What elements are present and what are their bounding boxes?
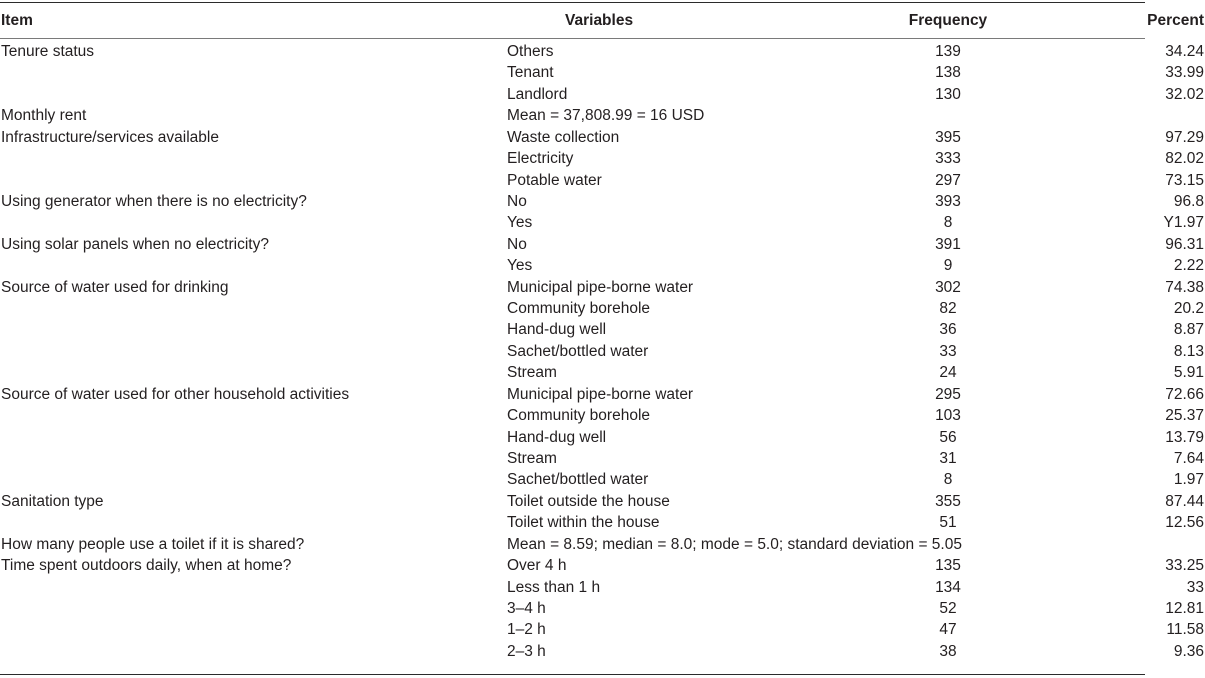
- cell-item: [0, 341, 507, 362]
- cell-item: [0, 512, 507, 533]
- cell-item: Time spent outdoors daily, when at home?: [1, 557, 292, 575]
- cell-frequency: 8: [943, 471, 953, 489]
- cell-percent: 1.97: [1173, 471, 1204, 489]
- cell-variable: No: [507, 235, 527, 253]
- cell-item: [0, 448, 507, 469]
- table-row: [0, 491, 1205, 512]
- cell-variable: Sachet/bottled water: [507, 342, 649, 360]
- cell-frequency: 82: [939, 300, 957, 318]
- table-row: [0, 577, 1205, 598]
- cell-variable: No: [507, 192, 527, 210]
- cell-variable: Toilet outside the house: [507, 492, 670, 510]
- header-item: Item: [1, 11, 33, 29]
- cell-item: [0, 641, 507, 662]
- cell-frequency: 8: [943, 214, 953, 232]
- cell-percent: 87.44: [1165, 492, 1204, 510]
- cell-frequency: 333: [935, 150, 961, 168]
- table-row: [0, 277, 1205, 298]
- cell-item: [0, 469, 507, 490]
- cell-item: [0, 62, 507, 83]
- cell-percent: 7.64: [1173, 450, 1204, 468]
- cell-item: Using generator when there is no electricity?: [1, 192, 307, 210]
- cell-variable: Mean = 8.59; median = 8.0; mode = 5.0; standard deviation = 5.05: [507, 535, 962, 553]
- cell-frequency: 393: [935, 192, 961, 210]
- cell-frequency: 31: [939, 450, 957, 468]
- cell-variable: 3–4 h: [507, 599, 546, 617]
- cell-variable: Toilet within the house: [507, 514, 660, 532]
- cell-item: Source of water used for drinking: [1, 278, 229, 296]
- cell-item: [0, 84, 507, 105]
- cell-variable: Municipal pipe-borne water: [507, 278, 694, 296]
- cell-percent: 12.56: [1165, 514, 1204, 532]
- cell-frequency: 139: [935, 43, 961, 60]
- table-row: [0, 127, 1205, 148]
- cell-variable: Potable water: [507, 171, 602, 189]
- cell-frequency: 51: [939, 514, 957, 532]
- table-row: [0, 448, 1205, 469]
- table-row: [0, 62, 1205, 83]
- cell-percent: 20.2: [1173, 300, 1204, 318]
- cell-percent: 5.91: [1173, 364, 1204, 382]
- cell-item: [0, 148, 507, 169]
- table-row: [0, 84, 1205, 105]
- cell-percent: 12.81: [1165, 599, 1204, 617]
- header-row: [0, 3, 1205, 38]
- cell-variable: Less than 1 h: [507, 578, 601, 596]
- cell-item: Sanitation type: [1, 492, 104, 510]
- table-row: [0, 534, 1205, 555]
- cell-variable: Electricity: [507, 150, 574, 168]
- cell-percent: 33: [1186, 578, 1204, 596]
- table-row: [0, 555, 1205, 576]
- table-row: [0, 319, 1205, 340]
- header-percent: Percent: [1147, 11, 1204, 29]
- cell-item: How many people use a toilet if it is shared?: [1, 535, 305, 553]
- cell-item: Monthly rent: [1, 107, 87, 125]
- cell-percent: 97.29: [1165, 128, 1204, 146]
- cell-variable: Stream: [507, 450, 557, 468]
- cell-item: [0, 298, 507, 319]
- cell-item: [0, 405, 507, 426]
- cell-percent: 73.15: [1165, 171, 1204, 189]
- cell-frequency: 36: [939, 321, 957, 339]
- cell-frequency: 24: [939, 364, 957, 382]
- cell-variable: Municipal pipe-borne water: [507, 385, 694, 403]
- cell-frequency: 135: [935, 557, 961, 575]
- cell-frequency: 395: [935, 128, 961, 146]
- cell-item: Tenure status: [1, 43, 95, 60]
- cell-item: [0, 598, 507, 619]
- cell-frequency: 33: [939, 342, 957, 360]
- cell-percent: 2.22: [1173, 257, 1204, 275]
- cell-item: Using solar panels when no electricity?: [1, 235, 269, 253]
- table-row: [0, 384, 1205, 405]
- cell-variable: Mean = 37,808.99 = 16 USD: [507, 107, 705, 125]
- cell-percent: 13.79: [1165, 428, 1204, 446]
- cell-frequency: 9: [943, 257, 953, 275]
- table-row: [0, 362, 1205, 383]
- table-row: [0, 469, 1205, 490]
- cell-variable: Yes: [507, 214, 533, 232]
- cell-frequency: 302: [935, 278, 961, 296]
- cell-percent: 25.37: [1165, 407, 1204, 425]
- cell-variable: 1–2 h: [507, 621, 546, 639]
- cell-variable: Landlord: [507, 85, 568, 103]
- cell-variable: 2–3 h: [507, 642, 546, 660]
- table-row: [0, 255, 1205, 276]
- cell-frequency: 295: [935, 385, 961, 403]
- table-bottom-rule: [0, 674, 1145, 675]
- cell-variable: Hand-dug well: [507, 428, 607, 446]
- cell-item: [0, 577, 507, 598]
- cell-percent: 96.31: [1165, 235, 1204, 253]
- table-row: [0, 170, 1205, 191]
- cell-percent: 34.24: [1165, 43, 1204, 60]
- table-row: [0, 512, 1205, 533]
- table-row: [0, 427, 1205, 448]
- cell-item: Infrastructure/services available: [1, 128, 219, 146]
- table-row: [0, 298, 1205, 319]
- cell-percent: 82.02: [1165, 150, 1204, 168]
- table-row: [0, 405, 1205, 426]
- cell-variable: Tenant: [507, 64, 554, 82]
- cell-item: [0, 319, 507, 340]
- cell-percent: 33.25: [1165, 557, 1204, 575]
- header-variables: Variables: [565, 11, 634, 29]
- cell-frequency: 138: [935, 64, 961, 82]
- table-row: [0, 598, 1205, 619]
- cell-percent: 9.36: [1173, 642, 1204, 660]
- table-row: [0, 234, 1205, 255]
- header-frequency: Frequency: [908, 11, 988, 29]
- table-row: [0, 212, 1205, 233]
- table-row: [0, 105, 1205, 126]
- cell-item: [0, 362, 507, 383]
- cell-frequency: 297: [935, 171, 961, 189]
- table-row: [0, 38, 1205, 62]
- cell-item: Source of water used for other household activities: [1, 385, 350, 403]
- cell-frequency: 103: [935, 407, 961, 425]
- cell-percent: 96.8: [1173, 192, 1204, 210]
- cell-variable: Waste collection: [507, 128, 620, 146]
- table-row: [0, 619, 1205, 640]
- table-row: [0, 148, 1205, 169]
- table-body: [0, 38, 1205, 662]
- cell-item: [0, 255, 507, 276]
- cell-variable: Community borehole: [507, 407, 651, 425]
- cell-variable: Over 4 h: [507, 557, 567, 575]
- cell-percent: 72.66: [1165, 385, 1204, 403]
- cell-item: [0, 170, 507, 191]
- survey-table: [0, 3, 1205, 662]
- cell-variable: Yes: [507, 257, 533, 275]
- cell-frequency: 56: [939, 428, 957, 446]
- cell-frequency: 38: [939, 642, 957, 660]
- cell-frequency: 355: [935, 492, 961, 510]
- table-row: [0, 341, 1205, 362]
- cell-frequency: 391: [935, 235, 961, 253]
- cell-percent: 33.99: [1165, 64, 1204, 82]
- cell-frequency: 130: [935, 85, 961, 103]
- cell-percent: 8.87: [1173, 321, 1204, 339]
- cell-percent: 74.38: [1165, 278, 1204, 296]
- cell-frequency: 47: [939, 621, 957, 639]
- cell-percent: 11.58: [1166, 621, 1204, 639]
- cell-percent: 8.13: [1173, 342, 1204, 360]
- table-row: [0, 641, 1205, 662]
- cell-percent: 32.02: [1165, 85, 1204, 103]
- cell-variable: Others: [507, 43, 554, 60]
- table-header: [0, 3, 1205, 38]
- cell-percent: Y1.97: [1163, 214, 1204, 232]
- cell-item: [0, 212, 507, 233]
- cell-variable: Sachet/bottled water: [507, 471, 649, 489]
- cell-variable: Community borehole: [507, 300, 651, 318]
- cell-item: [0, 619, 507, 640]
- cell-variable: Hand-dug well: [507, 321, 607, 339]
- cell-variable: Stream: [507, 364, 557, 382]
- cell-frequency: 134: [935, 578, 961, 596]
- table-row: [0, 191, 1205, 212]
- cell-frequency: 52: [939, 599, 957, 617]
- cell-item: [0, 427, 507, 448]
